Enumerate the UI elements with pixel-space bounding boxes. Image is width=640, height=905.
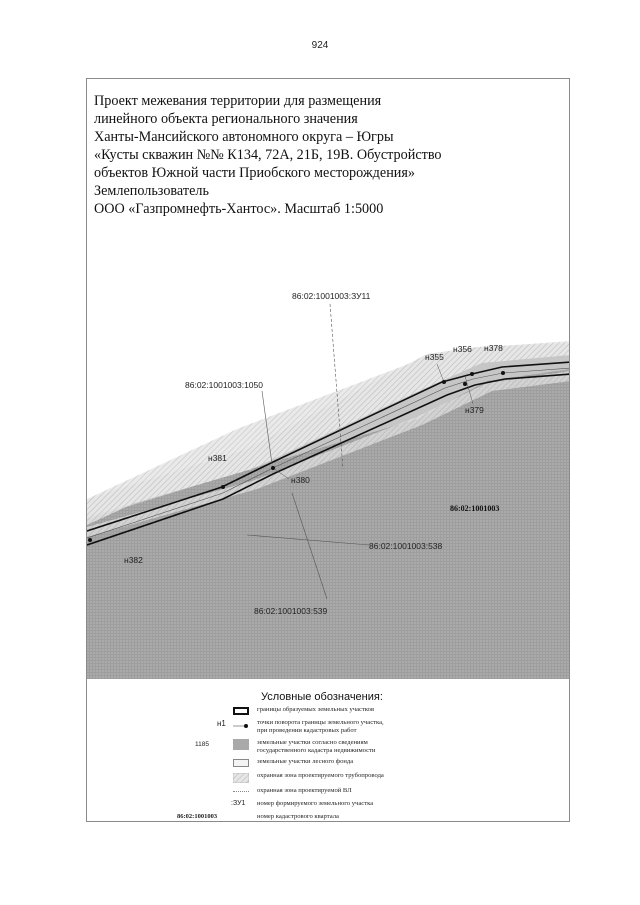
legend-text-line: точки поворота границы земельного участка, xyxy=(257,719,384,726)
point-n380-marker xyxy=(271,466,275,470)
parcel-number-symbol xyxy=(197,799,246,813)
legend-text-line: охранная зона проектируемой ВЛ xyxy=(257,787,352,794)
project-title xyxy=(94,92,442,218)
point-label-n380: н380 xyxy=(291,475,310,485)
legend-text-line: охранная зона проектируемого трубопровода xyxy=(257,772,384,779)
quarter-label: 86:02:1001003 xyxy=(450,504,500,513)
legend-row-power-line-zone xyxy=(197,786,527,800)
quarter-number-symbol-label: 86:02:1001003 xyxy=(177,813,218,820)
boundary-swatch xyxy=(233,707,249,715)
power-line-zone-symbol xyxy=(197,786,233,800)
point-label-n382: н382 xyxy=(124,555,143,565)
point-n382-marker xyxy=(88,538,92,542)
point-label-n379: н379 xyxy=(465,405,484,415)
legend-row-boundary xyxy=(197,705,527,719)
point-label-n355: н355 xyxy=(425,352,444,362)
point-n355-marker xyxy=(442,380,446,384)
power-line-zone-swatch xyxy=(233,791,249,797)
boundary-symbol xyxy=(197,705,233,719)
parcel-label-1050: 86:02:1001003:1050 xyxy=(185,380,263,390)
point-label-n381: н381 xyxy=(208,453,227,463)
legend-text-parcel-number xyxy=(257,800,373,808)
title-line-3: Ханты-Мансийского автономного округа – Югры xyxy=(94,129,394,145)
legend-row-pipeline-zone xyxy=(197,771,527,785)
turning-point-symbol xyxy=(197,718,233,732)
quarter-number-symbol xyxy=(177,812,233,822)
legend-text-boundary xyxy=(257,706,374,714)
legend-text-power-line-zone xyxy=(257,787,352,795)
pipeline-zone-symbol xyxy=(197,771,233,785)
registered-parcel-symbol xyxy=(197,738,233,752)
point-label-n356: н356 xyxy=(453,344,472,354)
legend-text-line: земельные участки согласно сведениям xyxy=(257,739,368,746)
legend-row-forest-fund xyxy=(197,757,527,771)
legend-row-parcel-number xyxy=(197,799,527,813)
title-line-7: ООО «Газпромнефть-Хантос». Масштаб 1:5000 xyxy=(94,201,384,217)
point-n381-marker xyxy=(221,485,225,489)
legend-text-registered-parcel xyxy=(257,739,375,754)
map-sheet-frame xyxy=(86,78,570,822)
forest-fund-symbol xyxy=(197,757,233,771)
parcel-number-symbol-label: :ЗУ1 xyxy=(231,800,246,807)
title-line-5: объектов Южной части Приобского месторождения» xyxy=(94,165,416,181)
title-line-1: Проект межевания территории для размещения xyxy=(94,93,382,109)
parcel-label-zu11: 86:02:1001003:ЗУ11 xyxy=(292,291,371,301)
pipeline-zone-swatch xyxy=(233,773,249,783)
turning-point-symbol-label: н1 xyxy=(217,719,226,728)
legend-row-registered-parcel xyxy=(197,738,527,752)
legend-text-line: земельные участки лесного фонда xyxy=(257,758,354,765)
parcel-label-538: 86:02:1001003:538 xyxy=(369,541,443,551)
legend-text-quarter-number xyxy=(257,813,339,821)
legend-text-forest-fund xyxy=(257,758,353,766)
point-n379-marker xyxy=(463,382,467,386)
legend-text-pipeline-zone xyxy=(257,772,384,780)
legend-text-line: номер формируемого земельного участка xyxy=(257,800,374,807)
parcel-label-539: 86:02:1001003:539 xyxy=(254,606,328,616)
turning-point-swatch xyxy=(233,720,249,732)
page-number: 924 xyxy=(311,40,329,51)
registered-parcel-swatch xyxy=(233,739,249,750)
legend-row-quarter-number xyxy=(177,812,527,822)
legend-row-turning-point xyxy=(197,718,527,732)
point-n378-marker xyxy=(501,371,505,375)
legend-text-line: при проведении кадастровых работ xyxy=(257,726,357,734)
legend-text-line: номер кадастрового квартала xyxy=(257,813,339,820)
legend-text-line: границы образуемых земельных участков xyxy=(257,706,375,713)
title-line-2: линейного объекта регионального значения xyxy=(94,111,358,127)
title-line-6: Землепользователь xyxy=(94,183,209,199)
legend-text-line: государственного кадастра недвижимости xyxy=(257,746,376,754)
legend-title: Условные обозначения: xyxy=(261,691,383,703)
point-label-n378: н378 xyxy=(484,343,503,353)
title-line-4: «Кусты скважин №№ К134, 72А, 21Б, 19В. Обустройство xyxy=(94,147,442,163)
forest-fund-swatch xyxy=(233,759,249,767)
registered-parcel-symbol-label: 1185 xyxy=(195,741,209,748)
legend-text-turning-point xyxy=(257,719,384,734)
point-n356-marker xyxy=(470,372,474,376)
